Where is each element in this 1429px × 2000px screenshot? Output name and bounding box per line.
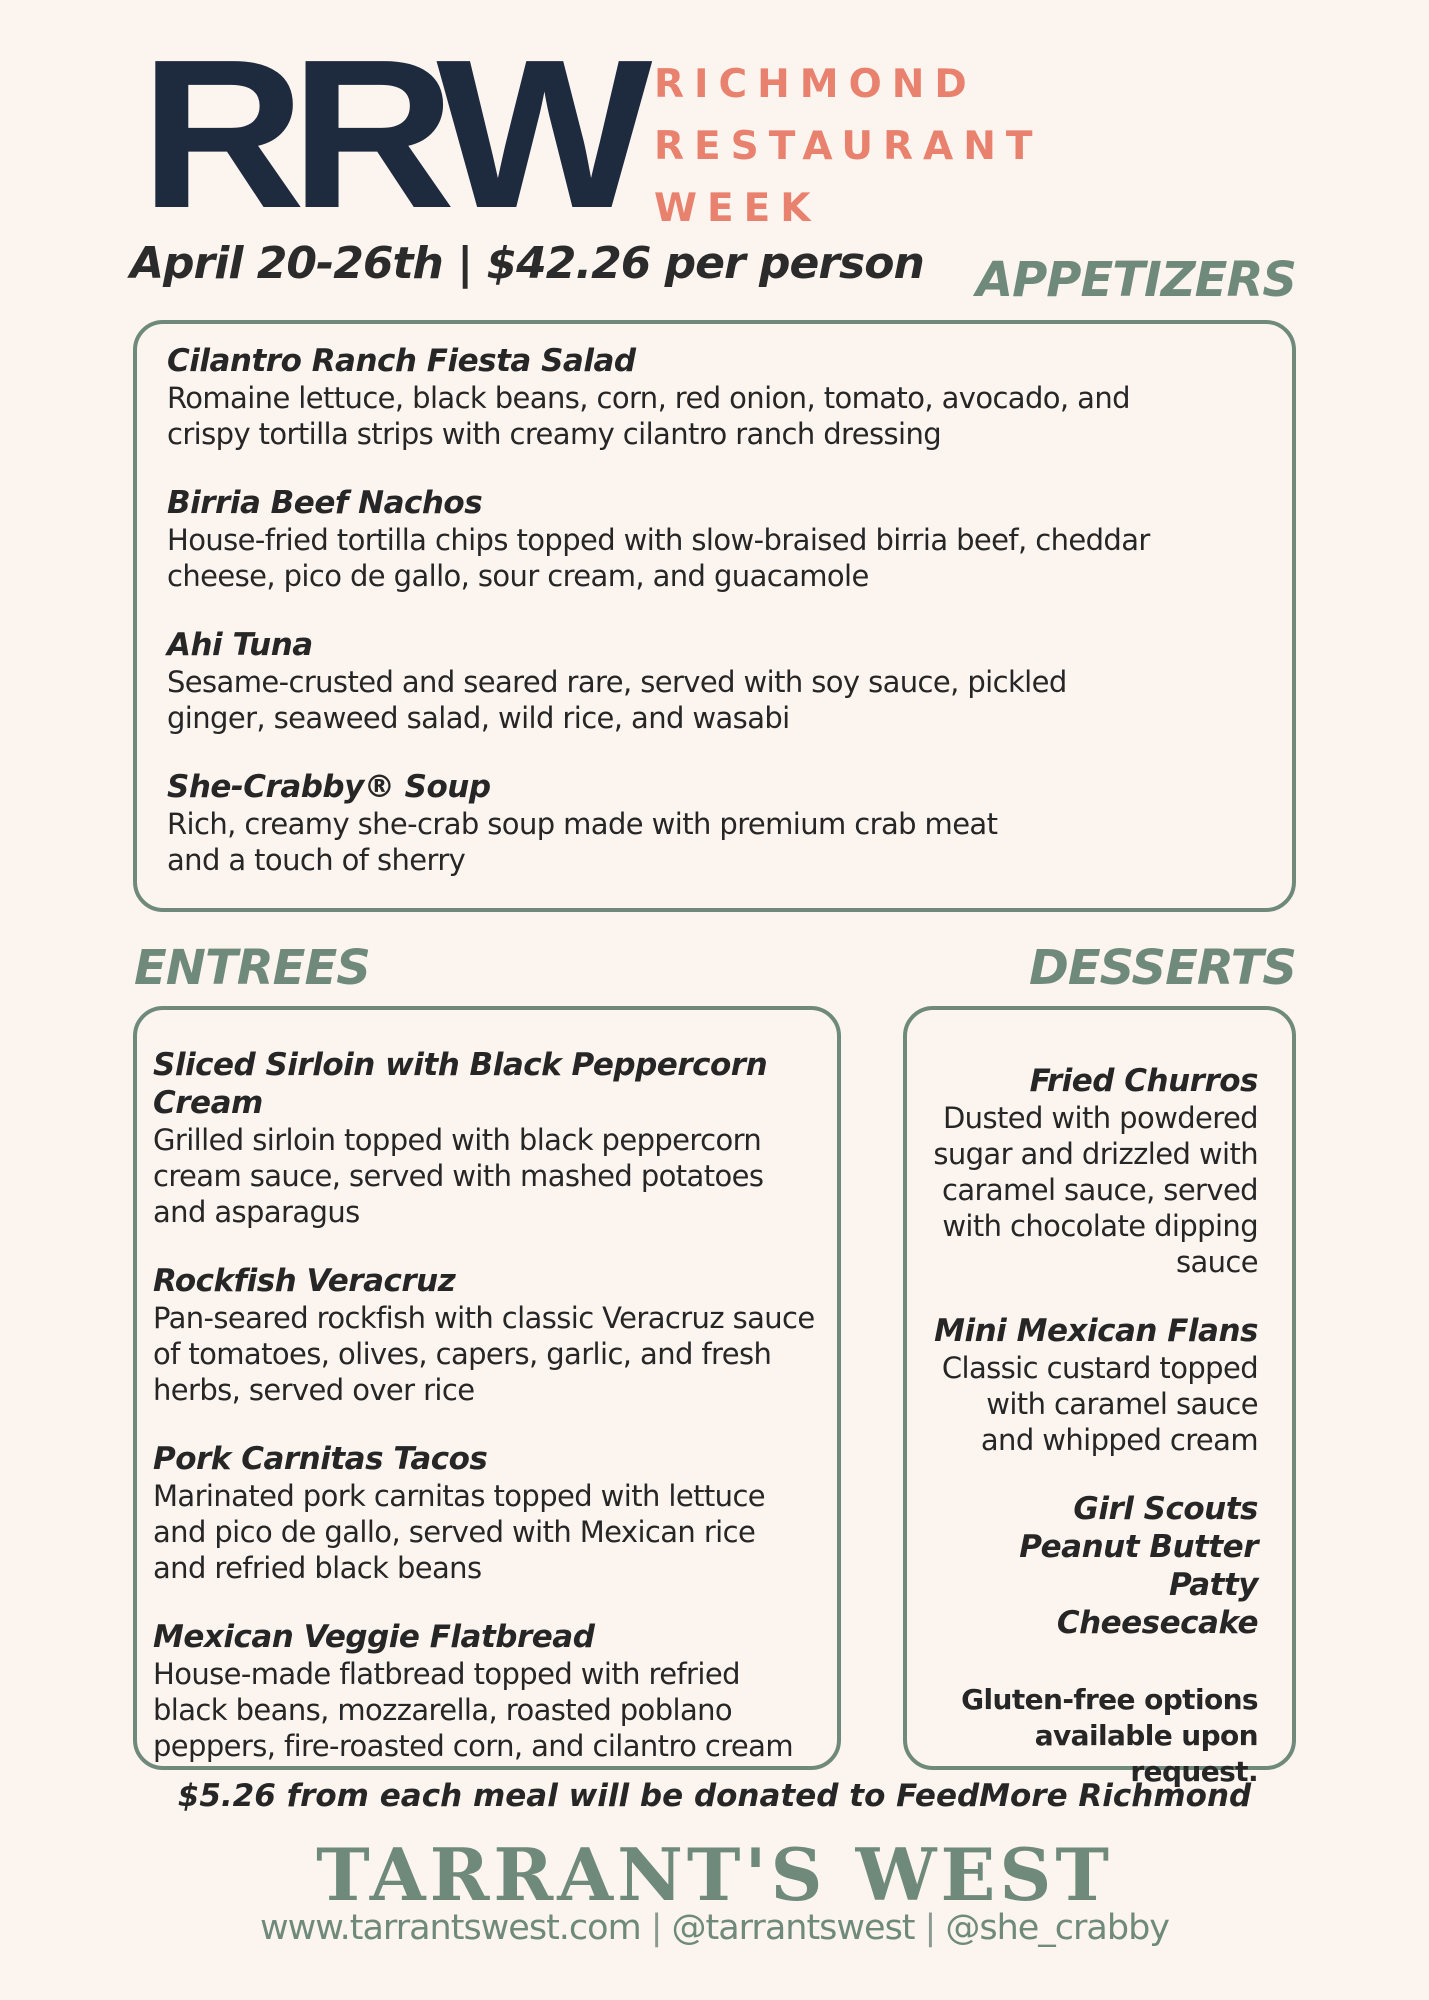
event-line-2: RESTAURANT	[654, 124, 1043, 169]
appetizers-heading: APPETIZERS	[975, 252, 1296, 308]
item-description: House-made flatbread topped with refried black beans, mozzarella, roasted poblano peppers, fire-roasted corn, and cilantro cream	[153, 1657, 793, 1763]
dessert-item	[931, 1062, 1258, 1280]
entree-item	[153, 1262, 821, 1408]
item-description: Classic custard topped with caramel sauce and whipped cream	[941, 1351, 1258, 1457]
item-name: Pork Carnitas Tacos	[153, 1441, 488, 1477]
instagram-handle-tarrantswest[interactable]: @tarrantswest	[671, 1908, 915, 1948]
desserts-box	[903, 1006, 1296, 1788]
item-description: Marinated pork carnitas topped with lettuce and pico de gallo, served with Mexican rice and refried black beans	[153, 1479, 766, 1585]
item-description: Romaine lettuce, black beans, corn, red onion, tomato, avocado, and crispy tortilla strips with creamy cilantro ranch dressing	[167, 381, 1130, 451]
social-links: www.tarrantswest.com | @tarrantswest | @she_crabby	[259, 1908, 1170, 1948]
item-description: House-fried tortilla chips topped with slow-braised birria beef, cheddar cheese, pico de gallo, sour cream, and guacamole	[167, 523, 1150, 593]
item-description: Grilled sirloin topped with black peppercorn cream sauce, served with mashed potatoes and asparagus	[153, 1123, 764, 1229]
website-link[interactable]: www.tarrantswest.com	[259, 1908, 641, 1948]
entree-item	[153, 1046, 821, 1230]
entree-item	[153, 1618, 821, 1764]
item-description: Sesame-crusted and seared rare, served with soy sauce, pickled ginger, seaweed salad, wild rice, and wasabi	[167, 665, 1067, 735]
item-name: Mexican Veggie Flatbread	[153, 1619, 595, 1655]
item-name: Fried Churros	[1029, 1063, 1258, 1099]
dessert-item	[931, 1312, 1258, 1458]
restaurant-name: TARRANT'S WEST	[316, 1832, 1113, 1917]
instagram-handle-she-crabby[interactable]: @she_crabby	[945, 1908, 1170, 1948]
entrees-heading: ENTREES	[134, 940, 370, 996]
entree-item	[153, 1440, 821, 1586]
appetizer-item	[167, 484, 1264, 594]
event-line-3: WEEK	[654, 186, 821, 231]
appetizers-box	[133, 320, 1296, 912]
dates-price: April 20-26th | $42.26 per person	[130, 238, 924, 289]
item-description: Dusted with powdered sugar and drizzled with caramel sauce, served with chocolate dipping sauce	[933, 1101, 1258, 1279]
event-name	[654, 54, 1042, 240]
event-line-1: RICHMOND	[654, 62, 977, 107]
item-name: Birria Beef Nachos	[167, 485, 483, 521]
item-name: Sliced Sirloin with Black Peppercorn Cream	[153, 1047, 768, 1121]
item-name: Cilantro Ranch Fiesta Salad	[167, 343, 636, 379]
rrw-logo: RRW	[140, 15, 638, 252]
item-name: Mini Mexican Flans	[934, 1313, 1258, 1349]
item-name: She-Crabby® Soup	[167, 769, 491, 805]
item-name: Rockfish Veracruz	[153, 1263, 456, 1299]
desserts-heading: DESSERTS	[1029, 940, 1296, 996]
appetizer-item	[167, 342, 1264, 452]
item-name: Ahi Tuna	[167, 627, 313, 663]
appetizer-item	[167, 626, 1264, 736]
donation-note: $5.26 from each meal will be donated to FeedMore Richmond	[177, 1778, 1252, 1814]
entrees-box	[133, 1006, 841, 1770]
item-description: Rich, creamy she-crab soup made with premium crab meat and a touch of sherry	[167, 807, 998, 877]
item-name: Girl Scouts Peanut Butter Patty Cheesecake	[1019, 1491, 1258, 1641]
dessert-item	[931, 1490, 1258, 1642]
appetizer-item	[167, 768, 1264, 878]
gluten-free-note: Gluten-free options available upon request.	[961, 1683, 1258, 1788]
item-description: Pan-seared rockfish with classic Veracruz sauce of tomatoes, olives, capers, garlic, and fresh herbs, served over rice	[153, 1301, 815, 1407]
